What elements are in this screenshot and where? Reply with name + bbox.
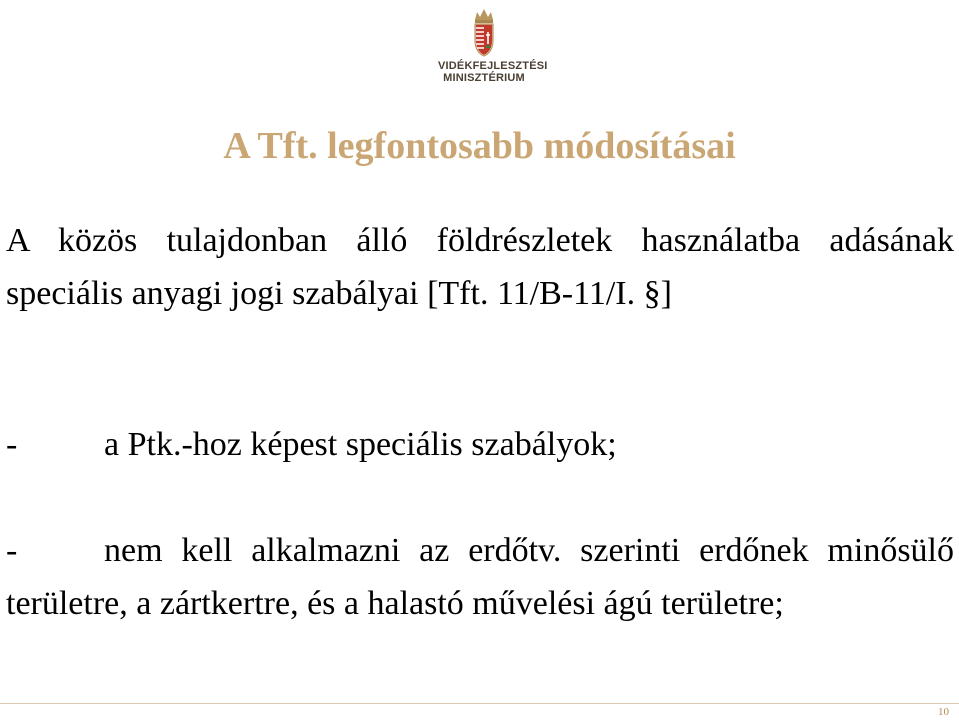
slide-title: A Tft. legfontosabb módosításai	[223, 125, 736, 167]
bullet-text: a Ptk.-hoz képest speciális szabályok;	[104, 426, 617, 463]
footer-divider	[0, 703, 959, 704]
logo-text-line1: VIDÉKFEJLESZTÉSI	[438, 60, 548, 72]
coat-of-arms-icon	[471, 6, 497, 58]
page-number: 10	[938, 706, 949, 718]
bullet-text: nem kell alkalmazni az erdőtv. szerinti erdőnek minősülő területre, a zártkertre, és a halastó művelési ágú területre;	[6, 532, 954, 622]
bullet-item	[6, 524, 954, 630]
logo-text-line2: MINISZTÉRIUM	[443, 72, 525, 84]
intro-paragraph: A közös tulajdonban álló földrészletek használatba adásának speciális anyagi jogi szabályai [Tft. 11/B-11/I. §]	[6, 222, 954, 312]
bullet-item	[6, 418, 954, 471]
bullet-marker: -	[6, 426, 18, 463]
ministry-logo	[438, 6, 548, 96]
bullet-marker: -	[6, 532, 18, 569]
